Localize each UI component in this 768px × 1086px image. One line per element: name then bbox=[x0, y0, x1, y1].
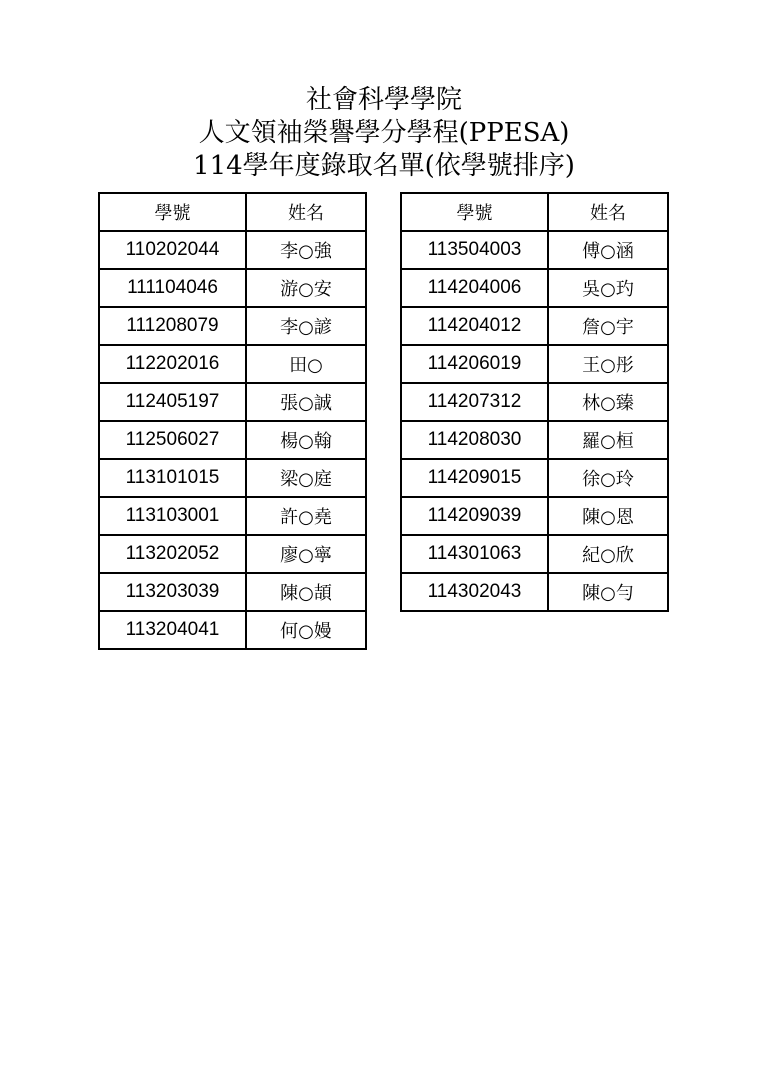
student-name-cell: 張○誠 bbox=[246, 383, 366, 421]
student-id-cell: 114208030 bbox=[401, 421, 548, 459]
table-row bbox=[401, 573, 668, 611]
admission-table-right bbox=[400, 192, 669, 612]
table-row bbox=[99, 611, 366, 649]
table-row bbox=[99, 231, 366, 269]
student-name-cell: 詹○宇 bbox=[548, 307, 668, 345]
table-row bbox=[99, 535, 366, 573]
student-id-cell: 113103001 bbox=[99, 497, 246, 535]
name-header: 姓名 bbox=[548, 193, 668, 231]
student-id-cell: 114204012 bbox=[401, 307, 548, 345]
student-name-cell: 陳○恩 bbox=[548, 497, 668, 535]
student-id-header: 學號 bbox=[401, 193, 548, 231]
name-header: 姓名 bbox=[246, 193, 366, 231]
table-row bbox=[99, 345, 366, 383]
student-name-cell: 游○安 bbox=[246, 269, 366, 307]
table-row bbox=[99, 383, 366, 421]
table-row bbox=[99, 307, 366, 345]
student-id-cell: 113204041 bbox=[99, 611, 246, 649]
table-row bbox=[401, 231, 668, 269]
student-name-cell: 何○嫚 bbox=[246, 611, 366, 649]
college-title: 社會科學學院 bbox=[305, 85, 462, 115]
student-name-cell: 林○臻 bbox=[548, 383, 668, 421]
student-id-cell: 111208079 bbox=[99, 307, 246, 345]
student-name-cell: 吳○玓 bbox=[548, 269, 668, 307]
student-id-cell: 114207312 bbox=[401, 383, 548, 421]
student-name-cell: 傅○涵 bbox=[548, 231, 668, 269]
student-name-cell: 廖○寧 bbox=[246, 535, 366, 573]
table-row bbox=[401, 269, 668, 307]
student-id-cell: 110202044 bbox=[99, 231, 246, 269]
table-row bbox=[401, 421, 668, 459]
student-id-cell: 114302043 bbox=[401, 573, 548, 611]
admission-table-left bbox=[98, 192, 367, 650]
student-id-cell: 112506027 bbox=[99, 421, 246, 459]
student-name-cell: 紀○欣 bbox=[548, 535, 668, 573]
table-row bbox=[401, 459, 668, 497]
student-name-cell: 田○ bbox=[246, 345, 366, 383]
table-row bbox=[99, 421, 366, 459]
program-title: 人文領袖榮譽學分學程(PPESA) bbox=[198, 118, 570, 148]
table-row bbox=[99, 459, 366, 497]
student-id-cell: 114209039 bbox=[401, 497, 548, 535]
table-row bbox=[401, 497, 668, 535]
student-name-cell: 徐○玲 bbox=[548, 459, 668, 497]
table-header-row bbox=[401, 193, 668, 231]
student-id-cell: 114204006 bbox=[401, 269, 548, 307]
table-row bbox=[401, 535, 668, 573]
table-header-row bbox=[99, 193, 366, 231]
student-id-cell: 113203039 bbox=[99, 573, 246, 611]
student-name-cell: 梁○庭 bbox=[246, 459, 366, 497]
student-id-cell: 112405197 bbox=[99, 383, 246, 421]
student-id-header: 學號 bbox=[99, 193, 246, 231]
table-row bbox=[401, 383, 668, 421]
student-name-cell: 陳○勻 bbox=[548, 573, 668, 611]
student-name-cell: 許○堯 bbox=[246, 497, 366, 535]
student-id-cell: 111104046 bbox=[99, 269, 246, 307]
table-row bbox=[99, 497, 366, 535]
student-id-cell: 113202052 bbox=[99, 535, 246, 573]
table-row bbox=[99, 573, 366, 611]
table-row bbox=[401, 307, 668, 345]
student-id-cell: 113504003 bbox=[401, 231, 548, 269]
student-name-cell: 王○彤 bbox=[548, 345, 668, 383]
student-id-cell: 114209015 bbox=[401, 459, 548, 497]
student-id-cell: 114301063 bbox=[401, 535, 548, 573]
student-name-cell: 陳○頡 bbox=[246, 573, 366, 611]
student-name-cell: 羅○桓 bbox=[548, 421, 668, 459]
student-name-cell: 李○諺 bbox=[246, 307, 366, 345]
student-id-cell: 112202016 bbox=[99, 345, 246, 383]
student-id-cell: 114206019 bbox=[401, 345, 548, 383]
student-name-cell: 楊○翰 bbox=[246, 421, 366, 459]
student-name-cell: 李○強 bbox=[246, 231, 366, 269]
table-row bbox=[99, 269, 366, 307]
table-row bbox=[401, 345, 668, 383]
student-id-cell: 113101015 bbox=[99, 459, 246, 497]
list-title: 114學年度錄取名單(依學號排序) bbox=[193, 151, 575, 181]
